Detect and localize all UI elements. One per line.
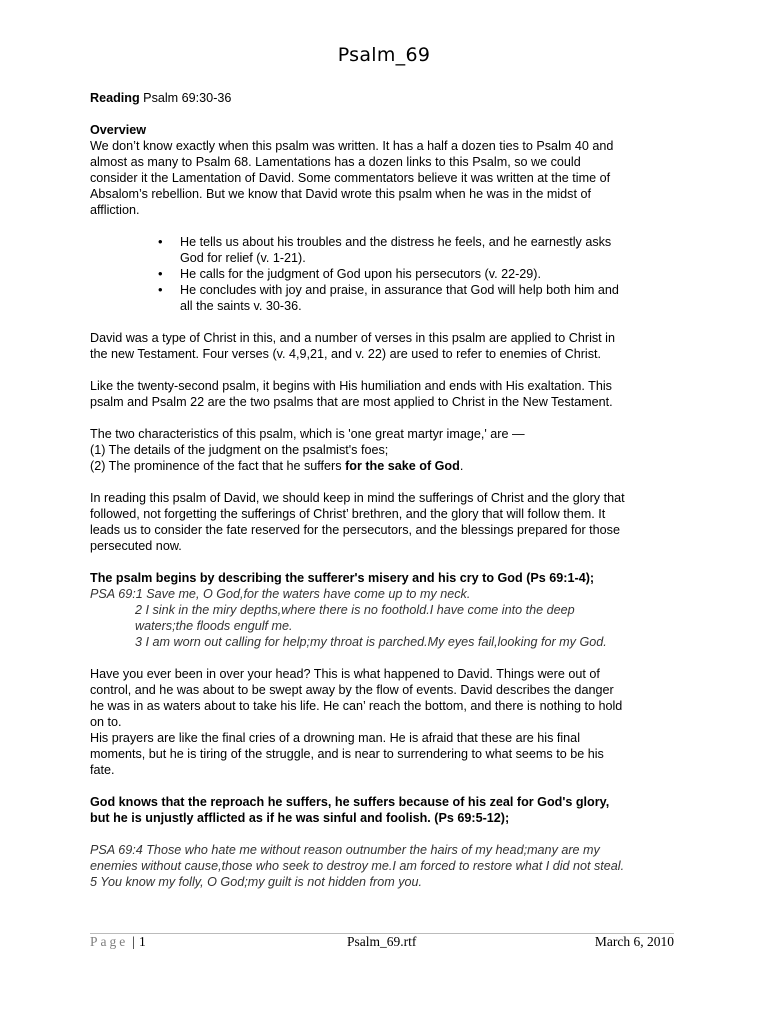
text-line: Have you ever been in over your head? This is what happened to David. Things were out of: [90, 667, 600, 681]
characteristics-paragraph: [90, 426, 690, 474]
text-line: We don’t know exactly when this psalm was written. It has a half a dozen ties to Psalm 40 and: [90, 139, 614, 153]
text-line: he was in as waters about to take his life. He can’ reach the bottom, and there is nothing to hold: [90, 699, 623, 713]
text-line: on to.: [90, 715, 122, 729]
text-line: Absalom’s rebellion. But we know that David wrote this psalm when he was in the midst of: [90, 187, 591, 201]
text-line: followed, not forgetting the sufferings of Christ’ brethren, and the glory that will follow them. It: [90, 507, 606, 521]
text-line: David was a type of Christ in this, and a number of verses in this psalm are applied to Christ in: [90, 331, 615, 345]
twenty-second-psalm-paragraph: [90, 378, 690, 410]
bullet-item: [90, 282, 690, 314]
section-heading: The psalm begins by describing the sufferer's misery and his cry to God (Ps 69:1-4);: [90, 571, 595, 585]
scripture-verse: 2 I sink in the miry depths,where there is no foothold.I have come into the deep: [135, 603, 575, 617]
bullet-line: • He concludes with joy and praise, in assurance that God will help both him and: [180, 283, 619, 297]
reading-line: [90, 90, 690, 106]
scripture-verse: PSA 69:4 Those who hate me without reason outnumber the hairs of my head;many are my: [90, 843, 600, 857]
page-label: Page: [90, 934, 129, 949]
overview-paragraph: [90, 122, 690, 218]
text-line: (1) The details of the judgment on the psalmist's foes;: [90, 443, 389, 457]
text-run: .: [459, 459, 464, 473]
bullet-line: • He calls for the judgment of God upon his persecutors (v. 22-29).: [180, 267, 541, 281]
text-line: the new Testament. Four verses (v. 4,9,21, and v. 22) are used to refer to enemies of Christ.: [90, 347, 601, 361]
bullet-item: [90, 234, 690, 266]
text-line: leads us to consider the fate reserved for the persecutors, and the blessings prepared for those: [90, 523, 620, 537]
scripture-verse: 5 You know my folly, O God;my guilt is not hidden from you.: [90, 875, 423, 889]
text-run: (2) The prominence of the fact that he suffers: [90, 459, 346, 473]
page-number: 1: [138, 934, 146, 949]
footer-date: March 6, 2010: [594, 934, 674, 949]
scripture-verse: enemies without cause,those who seek to destroy me.I am forced to restore what I did not steal.: [90, 859, 625, 873]
bullet-line: • He tells us about his troubles and the distress he feels, and he earnestly asks: [180, 235, 612, 249]
overview-heading: Overview: [90, 123, 147, 137]
emphasis-text: for the sake of God: [345, 459, 460, 473]
text-line: fate.: [90, 763, 115, 777]
text-line: Like the twenty-second psalm, it begins with His humiliation and ends with His exaltation. This: [90, 379, 612, 393]
over-head-paragraph: [90, 666, 690, 778]
type-of-christ-paragraph: [90, 330, 690, 362]
section-heading: God knows that the reproach he suffers, he suffers because of his zeal for God's glory,: [90, 795, 610, 809]
scripture-verse: PSA 69:1 Save me, O God,for the waters have come up to my neck.: [90, 587, 471, 601]
bullet-line: God for relief (v. 1-21).: [180, 251, 306, 265]
page-footer: [90, 933, 674, 952]
text-line: In reading this psalm of David, we should keep in mind the sufferings of Christ and the glory that: [90, 491, 625, 505]
characteristic-two: [90, 458, 690, 474]
section-one: [90, 570, 690, 650]
text-line: The two characteristics of this psalm, which is 'one great martyr image,' are —: [90, 427, 525, 441]
section-two-heading: [90, 794, 690, 826]
text-line: moments, but he is tiring of the struggle, and is near to surrendering to what seems to be his: [90, 747, 604, 761]
bullet-line: all the saints v. 30-36.: [180, 299, 302, 313]
reading-reference: Psalm 69:30-36: [139, 91, 232, 105]
reading-label: Reading: [90, 91, 140, 105]
reading-psalm-paragraph: [90, 490, 690, 554]
text-line: consider it the Lamentation of David. Some commentators believe it was written at the time of: [90, 171, 611, 185]
page-title: Psalm_69: [337, 44, 431, 66]
document-body: [90, 90, 690, 906]
footer-filename: Psalm_69.rtf: [347, 934, 417, 949]
section-heading: but he is unjustly afflicted as if he was sinful and foolish. (Ps 69:5-12);: [90, 811, 510, 825]
text-line: almost as many to Psalm 68. Lamentations has a dozen links to this Psalm, so we could: [90, 155, 581, 169]
page-indicator: [90, 934, 146, 950]
text-line: control, and he was about to be swept away by the flow of events. David describes the danger: [90, 683, 614, 697]
text-line: His prayers are like the final cries of a drowning man. He is afraid that these are his final: [90, 731, 580, 745]
bullet-list: [90, 234, 690, 314]
scripture-verse: waters;the floods engulf me.: [135, 619, 293, 633]
scripture-verse: 3 I am worn out calling for help;my throat is parched.My eyes fail,looking for my God.: [135, 635, 607, 649]
text-line: persecuted now.: [90, 539, 182, 553]
text-line: psalm and Psalm 22 are the two psalms that are most applied to Christ in the New Testament.: [90, 395, 613, 409]
bullet-item: [90, 266, 690, 282]
page-separator: |: [132, 934, 135, 949]
section-two-verses: [90, 842, 690, 890]
text-line: affliction.: [90, 203, 140, 217]
